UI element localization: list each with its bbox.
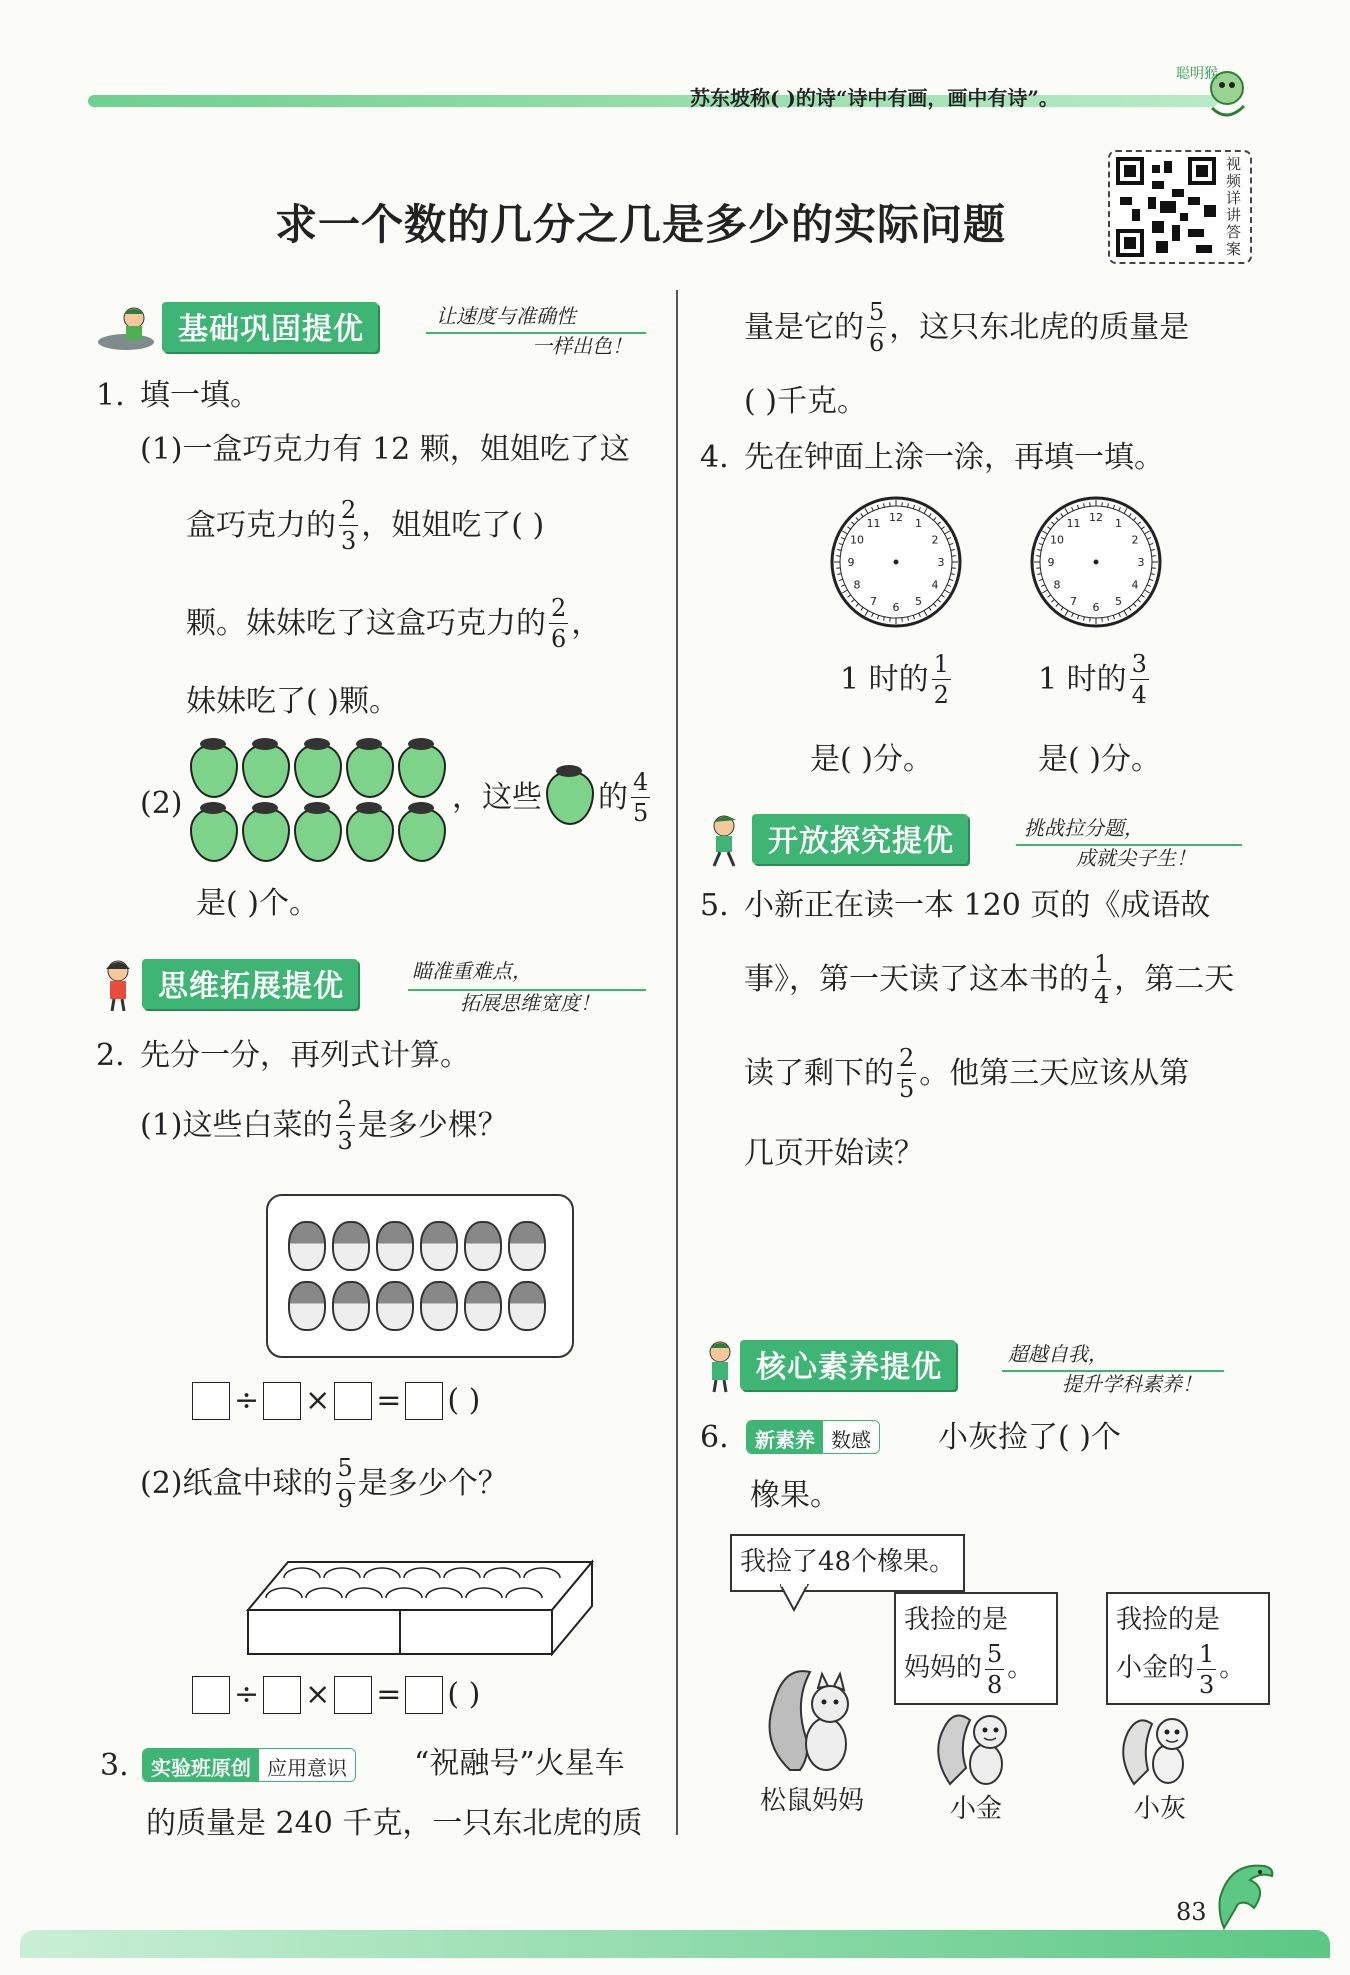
answer-box[interactable] (334, 1382, 372, 1420)
equals-sign: = (376, 1383, 402, 1418)
cabbage-icon (288, 1281, 326, 1331)
cabbage-icon (508, 1221, 546, 1271)
q2-text: (1)这些白菜的 (140, 1107, 333, 1143)
clock-number: 6 (1092, 601, 1100, 614)
strawberry-icon (546, 771, 594, 825)
clock-number: 10 (850, 533, 865, 547)
divide-sign: ÷ (234, 1677, 260, 1712)
fraction-2-6: $\frac{2}{6}$ (551, 594, 567, 653)
unit-blank[interactable]: ( ) (447, 1677, 481, 1712)
strawberry-icon (242, 808, 290, 862)
q4-number: 4. (700, 440, 729, 475)
q1-number: 1. (96, 378, 125, 413)
q3-line3 (744, 300, 1189, 355)
q5-line4: 几页开始读？ (744, 1136, 924, 1171)
dolphin-icon (1210, 1858, 1280, 1938)
strawberry-icon (190, 808, 238, 862)
clock-number: 1 (1115, 517, 1122, 531)
section-basic-banner (96, 300, 656, 360)
qr-code[interactable] (1108, 150, 1252, 264)
strawberry-icon (346, 744, 394, 798)
cabbage-icon (464, 1221, 502, 1271)
squirrel-xiaohui-icon (1116, 1700, 1206, 1794)
q1-title: 填一填。 (140, 378, 260, 413)
clock-number: 2 (931, 533, 939, 547)
svg-text:聪明猴: 聪明猴 (1176, 66, 1218, 82)
cabbage-icon (332, 1221, 370, 1271)
q1-answer-blank[interactable]: ，姐姐吃了( ) (361, 507, 545, 543)
fraction-2-5: $\frac{2}{5}$ (899, 1044, 915, 1103)
bubble-text: 我捡了48个橡果。 (740, 1547, 956, 1577)
fraction-5-8: $\frac{5}{8}$ (987, 1639, 1003, 1699)
q1-p2-label: (2) (140, 786, 183, 821)
bubble-pointer (780, 1584, 810, 1616)
fraction-4-5: $\frac{4}{5}$ (633, 768, 649, 827)
strawberry-icon (242, 744, 290, 798)
speech-bubble-xiaohui (1106, 1592, 1270, 1705)
kid-mascot-icon (96, 304, 166, 358)
q3-text: ，这只东北虎的质量是 (889, 309, 1190, 345)
clock-number: 7 (870, 594, 877, 608)
fraction-1-4: $\frac{1}{4}$ (1094, 950, 1110, 1009)
answer-box[interactable] (192, 1676, 230, 1714)
q4-clock2-label (1038, 652, 1152, 707)
bubble-text: 我捡的是 (904, 1605, 1009, 1635)
cabbage-icon (420, 1281, 458, 1331)
multiply-sign: × (305, 1383, 331, 1418)
fraction-2-3: $\frac{2}{3}$ (337, 1096, 353, 1155)
strawberry-icon (294, 808, 342, 862)
clock-face-1[interactable] (828, 494, 964, 634)
q1-text: ，这些 (452, 779, 542, 815)
q3-text: 量是它的 (744, 309, 864, 345)
page-title: 求一个数的几分之几是多少的实际问题 (275, 200, 1007, 249)
tag-original: 实验班原创 (143, 1749, 259, 1781)
speech-bubble-xiaojin (894, 1592, 1058, 1705)
clock-number: 8 (1053, 578, 1061, 592)
fraction-5-6: $\frac{5}{6}$ (869, 298, 885, 357)
cabbage-icon (376, 1221, 414, 1271)
divide-sign: ÷ (234, 1383, 260, 1418)
answer-box[interactable] (405, 1382, 443, 1420)
q1-p2-line (452, 770, 653, 825)
q1-text: 的 (598, 779, 628, 815)
bubble-text: 。 (1219, 1653, 1246, 1684)
q3-line1: “祝融号”火星车 (414, 1746, 625, 1781)
q2-p2 (140, 1456, 508, 1511)
section-basic-slogan-2: 一样出色！ (532, 334, 632, 358)
fraction-5-9: $\frac{5}{9}$ (337, 1454, 353, 1513)
section-open-slogan-1: 挑战拉分题， (1024, 816, 1144, 840)
q4-text: 1 时的 (840, 661, 929, 697)
bubble-text: 我捡的是 (1116, 1605, 1221, 1635)
q3-line4[interactable]: ( )千克。 (744, 384, 867, 419)
q4-clock1-answer[interactable]: 是( )分。 (810, 742, 933, 777)
clock-number: 12 (889, 511, 903, 524)
section-open-label: 开放探究提优 (752, 814, 968, 864)
q4-clock2-answer[interactable]: 是( )分。 (1038, 742, 1161, 777)
strawberry-icon (398, 744, 446, 798)
q1-p2-end[interactable]: 是( )个。 (196, 886, 319, 921)
q1-p1-line4[interactable]: 妹妹吃了( )颗。 (186, 684, 399, 719)
q2-text: 是多少棵？ (357, 1107, 508, 1143)
fraction-3-4: $\frac{3}{4}$ (1131, 650, 1147, 709)
strawberry-icon (294, 744, 342, 798)
strawberry-group (190, 744, 450, 864)
q3-line2: 的质量是 240 千克，一只东北虎的质 (146, 1806, 643, 1841)
tag-number-sense: 数感 (823, 1421, 879, 1453)
clock-number: 9 (1047, 556, 1055, 569)
answer-box[interactable] (405, 1676, 443, 1714)
q2-text: (2)纸盒中球的 (140, 1465, 333, 1501)
answer-box[interactable] (263, 1382, 301, 1420)
q1-p1-line2 (186, 498, 544, 553)
fraction-1-3: $\frac{1}{3}$ (1199, 1639, 1215, 1699)
section-thinking-slogan-2: 拓展思维宽度！ (460, 991, 600, 1015)
q4-clock1-label (840, 652, 954, 707)
squirrel-mother-icon (760, 1652, 870, 1782)
section-core-banner (700, 1336, 1260, 1396)
section-basic-label: 基础巩固提优 (162, 302, 378, 352)
q6-tag (746, 1420, 880, 1454)
section-open-slogan-2: 成就尖子生！ (1076, 846, 1196, 870)
q5-line1: 小新正在读一本 120 页的《成语故 (744, 888, 1211, 923)
section-open-banner (700, 810, 1260, 870)
q5-text: 。他第三天应该从第 (919, 1055, 1190, 1091)
q2-formula-2 (192, 1676, 480, 1714)
multiply-sign: × (305, 1677, 331, 1712)
section-thinking-label: 思维拓展提优 (142, 959, 358, 1009)
clock-number: 1 (915, 517, 922, 531)
squirrel-xiaojin-icon (930, 1694, 1026, 1794)
q2-p1 (140, 1098, 508, 1153)
fraction-2-3: $\frac{2}{3}$ (341, 496, 357, 555)
clock-number: 5 (915, 594, 922, 608)
qr-code-icon (1116, 157, 1216, 257)
footer-stripe (20, 1930, 1330, 1958)
section-basic-slogan-1: 让速度与准确性 (436, 304, 576, 328)
q5-line2 (744, 952, 1234, 1007)
q5-text: 事》，第一天读了这本书的 (744, 961, 1089, 997)
q6-line1[interactable]: 小灰捡了( )个 (938, 1420, 1121, 1455)
section-core-label: 核心素养提优 (740, 1340, 956, 1390)
cabbage-icon (288, 1221, 326, 1271)
kid-reading-mascot-icon (700, 1338, 740, 1398)
q2-number: 2. (96, 1038, 125, 1073)
squirrel-xiaohui-name: 小灰 (1134, 1794, 1187, 1824)
q3-number: 3. (100, 1748, 129, 1783)
q6-number: 6. (700, 1420, 729, 1455)
girl-mascot-icon (96, 957, 142, 1015)
bubble-text: 。 (1007, 1653, 1034, 1684)
q2-formula-1 (192, 1382, 480, 1420)
answer-box[interactable] (334, 1676, 372, 1714)
q6-line2: 橡果。 (750, 1478, 840, 1513)
cabbage-icon (508, 1281, 546, 1331)
q5-text: ，第二天 (1114, 961, 1235, 997)
page-number: 83 (1176, 1898, 1207, 1926)
clock-number: 3 (1137, 556, 1145, 569)
q4-title: 先在钟面上涂一涂，再填一填。 (744, 440, 1164, 475)
clock-number: 2 (1131, 533, 1139, 547)
cabbage-icon (420, 1221, 458, 1271)
cabbage-box (266, 1194, 574, 1358)
q5-text: 读了剩下的 (744, 1055, 894, 1091)
bubble-text: 妈妈的 (904, 1653, 983, 1684)
q4-text: 1 时的 (1038, 661, 1127, 697)
q2-text: 是多少个？ (357, 1465, 508, 1501)
q1-text: 盒巧克力的 (186, 507, 336, 543)
column-divider (676, 290, 678, 1835)
clock-number: 7 (1070, 594, 1077, 608)
clock-number: 5 (1115, 594, 1122, 608)
speech-bubble-mother (730, 1534, 965, 1592)
strawberry-icon (190, 744, 238, 798)
tag-skill: 应用意识 (259, 1749, 355, 1781)
clock-number: 10 (1050, 533, 1065, 547)
q1-text: ， (571, 605, 602, 641)
section-thinking-slogan-1: 瞄准重难点， (412, 959, 532, 983)
q5-line3 (744, 1046, 1189, 1101)
q1-p1-line1: (1)一盒巧克力有 12 颗，姐姐吃了这 (140, 432, 630, 467)
qr-caption: 视频详讲答案 (1226, 155, 1242, 258)
answer-box[interactable] (192, 1382, 230, 1420)
section-thinking-banner (96, 955, 656, 1015)
section-core-slogan-1: 超越自我， (1008, 1342, 1108, 1366)
cabbage-icon (376, 1281, 414, 1331)
section-core-slogan-2: 提升学科素养！ (1062, 1372, 1202, 1396)
q1-p1-line3 (186, 596, 601, 651)
equals-sign: = (376, 1677, 402, 1712)
header-note: 苏东坡称( )的诗“诗中有画，画中有诗”。 (690, 86, 1059, 110)
clock-number: 4 (931, 578, 939, 592)
squirrel-mother-name: 松鼠妈妈 (760, 1786, 865, 1816)
cabbage-icon (332, 1281, 370, 1331)
strawberry-icon (346, 808, 394, 862)
q1-text: 颗。妹妹吃了这盒巧克力的 (186, 605, 546, 641)
squirrel-xiaojin-name: 小金 (950, 1794, 1003, 1824)
answer-box[interactable] (263, 1676, 301, 1714)
clock-face-2[interactable] (1028, 494, 1164, 634)
cabbage-icon (464, 1281, 502, 1331)
clock-number: 11 (1066, 517, 1081, 531)
bubble-text: 小金的 (1116, 1653, 1195, 1684)
boy-mascot-icon (700, 812, 750, 872)
strawberry-icon (398, 808, 446, 862)
clock-number: 12 (1089, 511, 1103, 524)
ball-box-image (244, 1548, 594, 1660)
q2-title: 先分一分，再列式计算。 (140, 1038, 470, 1073)
fraction-1-2: $\frac{1}{2}$ (933, 650, 949, 709)
q5-number: 5. (700, 888, 729, 923)
monkey-logo-icon (1172, 58, 1252, 128)
tag-new-literacy: 新素养 (747, 1421, 823, 1453)
clock-number: 3 (937, 556, 945, 569)
clock-icon (828, 494, 964, 630)
clock-number: 4 (1131, 578, 1139, 592)
clock-number: 9 (847, 556, 855, 569)
q3-tag (142, 1748, 356, 1782)
clock-number: 8 (853, 578, 861, 592)
clock-icon (1028, 494, 1164, 630)
clock-number: 11 (866, 517, 881, 531)
clock-number: 6 (892, 601, 900, 614)
unit-blank[interactable]: ( ) (447, 1383, 481, 1418)
